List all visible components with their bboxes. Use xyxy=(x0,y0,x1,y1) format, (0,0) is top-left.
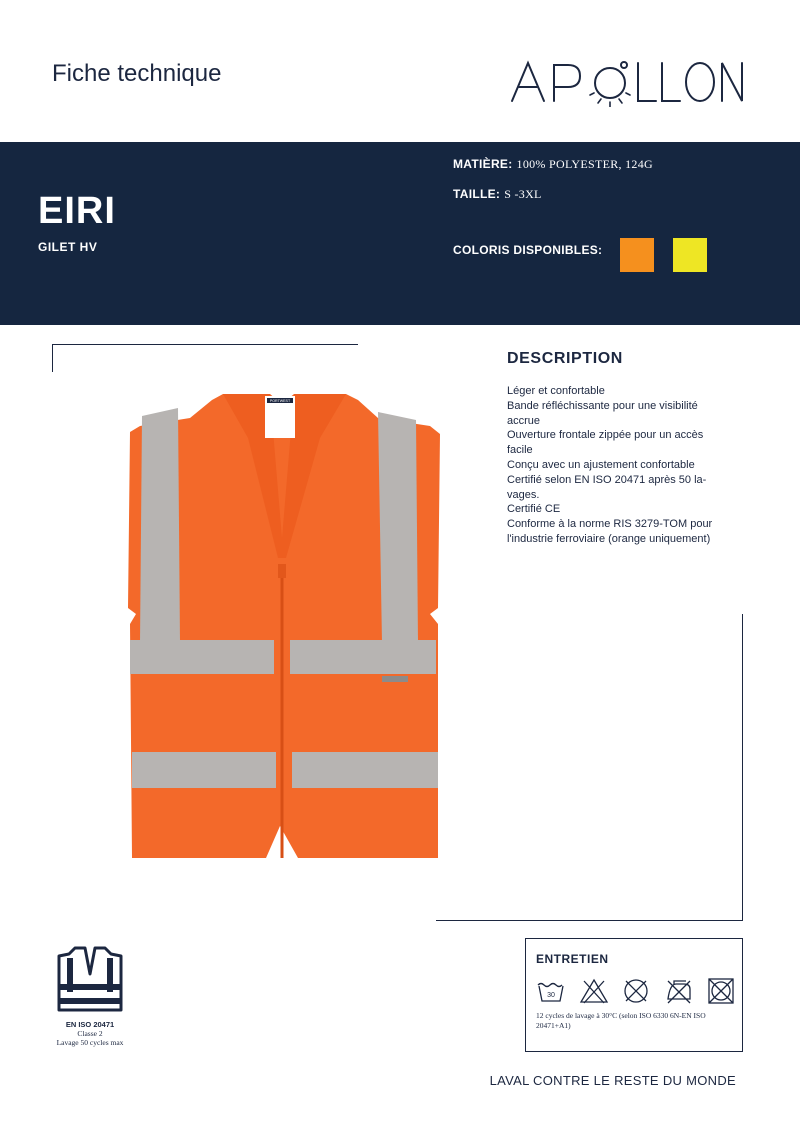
description-line: accrue xyxy=(507,414,541,427)
care-icons xyxy=(536,977,736,1005)
frame-line-bottom xyxy=(436,920,743,921)
certification-wash: Lavage 50 cycles max xyxy=(56,1038,124,1047)
spec-matiere xyxy=(453,157,653,172)
care-title: ENTRETIEN xyxy=(536,952,609,966)
spec-matiere-label: MATIÈRE: xyxy=(453,157,513,171)
care-box xyxy=(525,938,743,1052)
spec-taille-value: S -3XL xyxy=(504,187,542,201)
frame-tick-top xyxy=(52,344,53,372)
spec-coloris xyxy=(453,243,602,257)
certification-class: Classe 2 xyxy=(77,1029,103,1038)
certification-standard: EN ISO 20471 xyxy=(65,1020,115,1029)
description-line: Certifié selon EN ISO 20471 après 50 la- xyxy=(507,473,707,486)
description-line: Léger et confortable xyxy=(507,385,605,397)
hi-vis-vest-image xyxy=(120,388,450,874)
product-subtitle: GILET HV xyxy=(38,240,98,254)
spec-taille xyxy=(453,187,542,202)
description-line: Certifié CE xyxy=(507,503,561,516)
description-line: l'industrie ferroviaire (orange uniquement) xyxy=(507,532,711,545)
description-line: Bande réfléchissante pour une visibilité xyxy=(507,399,698,412)
description-line: vages. xyxy=(507,488,540,501)
wash-30-icon xyxy=(536,977,566,1005)
no-iron-icon xyxy=(664,977,694,1005)
spec-matiere-value: 100% POLYESTER, 124G xyxy=(516,157,653,171)
description-line: Conçu avec un ajustement confortable xyxy=(507,458,695,471)
no-dry-clean-icon xyxy=(621,977,651,1005)
spec-taille-label: TAILLE: xyxy=(453,187,501,201)
description-line: Ouverture frontale zippée pour un accès xyxy=(507,429,704,442)
frame-line-right xyxy=(742,614,743,920)
no-bleach-icon xyxy=(579,977,609,1005)
care-note: 12 cycles de lavage à 30°C (selon ISO 6330 6N-EN ISO 20471+A1) xyxy=(536,1011,706,1030)
frame-line-top xyxy=(52,344,358,345)
label-brand-text: PORTWEST xyxy=(269,399,291,403)
product-name: EIRI xyxy=(38,190,116,232)
apollon-logo xyxy=(510,55,746,107)
wash-temp-text: 30 xyxy=(547,992,555,999)
description-list xyxy=(507,384,737,547)
description-title: DESCRIPTION xyxy=(507,350,623,367)
color-swatch-orange xyxy=(620,238,654,272)
product-header-band xyxy=(0,142,800,325)
footer-slogan: LAVAL CONTRE LE RESTE DU MONDE xyxy=(489,1073,736,1088)
vest-outline-icon xyxy=(55,944,125,1012)
spec-coloris-label: COLORIS DISPONIBLES: xyxy=(453,243,603,257)
description-line: facile xyxy=(507,444,533,457)
document-title: Fiche technique xyxy=(52,60,222,87)
description-line: Conforme à la norme RIS 3279-TOM pour xyxy=(507,518,713,531)
no-tumble-dry-icon xyxy=(706,977,736,1005)
color-swatch-yellow xyxy=(673,238,707,272)
certification-text xyxy=(40,1020,140,1047)
